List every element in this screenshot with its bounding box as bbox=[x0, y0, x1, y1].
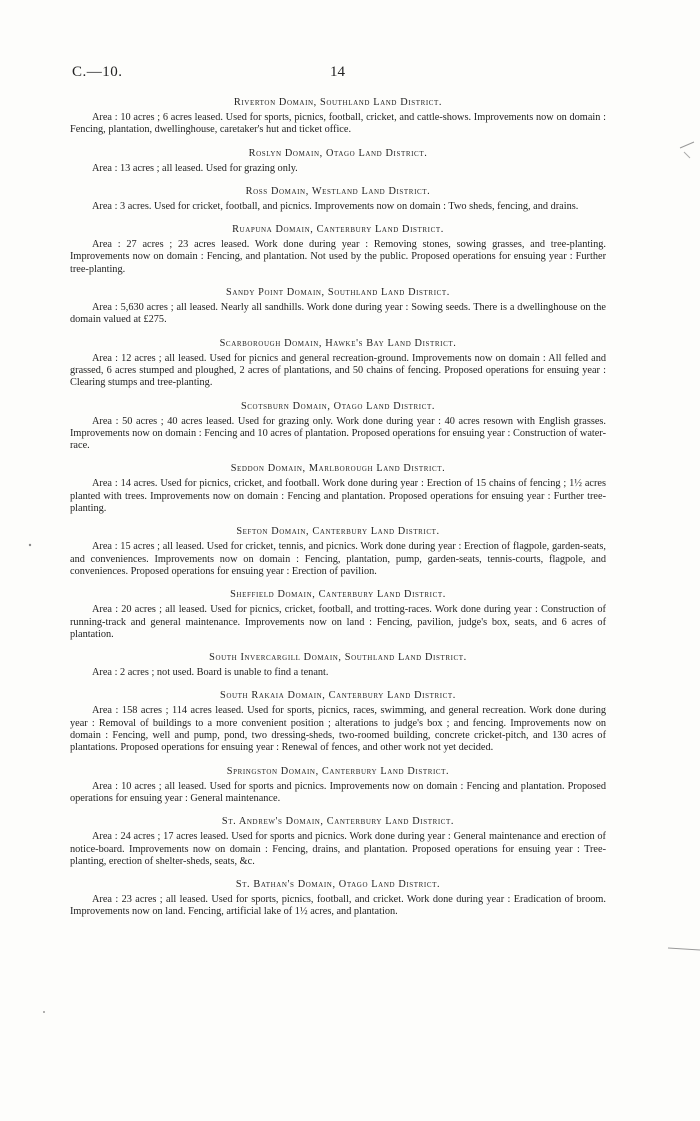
section-heading: Sandy Point Domain, Southland Land District. bbox=[226, 287, 450, 299]
section-heading: St. Bathan's Domain, Otago Land District. bbox=[235, 879, 441, 891]
section-text: Area : 14 acres. Used for picnics, cricket, and football. Work done during year : Erection of 15 chains of fencing ; 1½ acres planted with trees. Improvements now on domain : Fencing and plantation. Proposed operations for ensuing year : Further tree-planting. bbox=[70, 478, 606, 515]
section-text: Area : 13 acres ; all leased. Used for grazing only. bbox=[92, 162, 298, 174]
section-heading: Riverton Domain, Southland Land District. bbox=[233, 97, 443, 108]
domain-listing bbox=[70, 96, 606, 929]
domain-section bbox=[70, 223, 606, 276]
section-heading: Ruapuna Domain, Canterbury Land District. bbox=[232, 224, 444, 236]
section-text: Area : 10 acres ; 6 acres leased. Used for sports, picnics, football, cricket, and cattle-shows. Improvements now on domain : Fencing, plantation, dwellinghouse, caretaker's hut and ticket office. bbox=[70, 112, 606, 136]
domain-section bbox=[70, 878, 606, 919]
section-heading: South Rakaia Domain, Canterbury Land District. bbox=[220, 690, 456, 702]
domain-section bbox=[70, 462, 606, 515]
section-text: Area : 3 acres. Used for cricket, football, and picnics. Improvements now on domain : Two sheds, fencing, and drains. bbox=[92, 200, 579, 212]
section-heading: Scarborough Domain, Hawke's Bay Land District. bbox=[219, 337, 457, 349]
section-text: Area : 20 acres ; all leased. Used for picnics, cricket, football, and trotting-races. Work done during year : Construction of running-track and general maintenance. Improvements now on land : Fencing, pavilion, judge's box, seats, and 6 acres of plantation. bbox=[70, 604, 606, 640]
domain-section bbox=[70, 525, 606, 578]
domain-section bbox=[70, 400, 606, 453]
section-heading: Sheffield Domain, Canterbury Land District. bbox=[230, 589, 446, 601]
domain-section bbox=[70, 689, 606, 754]
domain-section bbox=[70, 588, 606, 641]
domain-section bbox=[70, 651, 606, 679]
section-heading: South Invercargill Domain, Southland Land District. bbox=[209, 652, 467, 664]
domain-section bbox=[70, 815, 606, 868]
section-text: Area : 10 acres ; all leased. Used for sports and picnics. Improvements now on domain : Fencing and plantation. Proposed operations for ensuing year : General maintenance. bbox=[70, 780, 606, 804]
section-text: Area : 15 acres ; all leased. Used for cricket, tennis, and picnics. Work done during year : Erection of flagpole, garden-seats, and conveniences. Improvements now on domain : Fencing, plantation, pump, garden-seats, tennis-courts, flagpole, and conveniences. Proposed operations for ensuing year : Erection of pavilion. bbox=[70, 541, 606, 577]
section-text: Area : 24 acres ; 17 acres leased. Used for sports and picnics. Work done during year : General maintenance and erection of notice-board. Improvements now on domain : Fencing, drains, and plantation. Proposed operations for ensuing year : Tree-planting, erection of shelter-sheds, seats, &c. bbox=[70, 831, 606, 867]
section-text: Area : 2 acres ; not used. Board is unable to find a tenant. bbox=[92, 667, 329, 679]
document-reference: C.—10. bbox=[72, 64, 123, 80]
domain-section bbox=[70, 337, 606, 390]
domain-section bbox=[70, 185, 606, 213]
section-heading: Roslyn Domain, Otago Land District. bbox=[248, 147, 428, 159]
section-heading: Ross Domain, Westland Land District. bbox=[245, 185, 431, 197]
domain-section bbox=[70, 96, 606, 137]
section-text: Area : 50 acres ; 40 acres leased. Used for grazing only. Work done during year : 40 acres resown with English grasses. Improvements now on domain : Fencing and 10 acres of plantation. Proposed operations for ensuing year : Construction of water-race. bbox=[70, 415, 606, 452]
section-text: Area : 12 acres ; all leased. Used for picnics and general recreation-ground. Improvements now on domain : All felled and grassed, 6 acres stumped and ploughed, 2 acres of plantations, and 50 chains of fencing. Proposed operations for ensuing year : Clearing stumps and tree-planting. bbox=[70, 352, 606, 389]
section-heading: St. Andrew's Domain, Canterbury Land District. bbox=[221, 816, 455, 828]
section-text: Area : 158 acres ; 114 acres leased. Used for sports, picnics, races, swimming, and general recreation. Work done during year : Removal of buildings to a more convenient position ; alterations to judge's box ; and fencing. Improvements now on domain : Fencing, well and pump, pond, two dressing-sheds, two-roomed building, concrete cricket-pitch, and 130 acres of plantations. Proposed operations for ensuing year : Renewal of fences, and other work not yet decided. bbox=[70, 705, 606, 754]
section-text: Area : 5,630 acres ; all leased. Nearly all sandhills. Work done during year : Sowing seeds. There is a dwellinghouse on the domain valued at £275. bbox=[70, 302, 606, 326]
domain-section bbox=[70, 286, 606, 327]
section-heading: Scotsburn Domain, Otago Land District. bbox=[240, 400, 436, 412]
domain-section bbox=[70, 147, 606, 175]
page-number: 14 bbox=[330, 64, 345, 80]
domain-section bbox=[70, 765, 606, 806]
section-heading: Seddon Domain, Marlborough Land District. bbox=[230, 463, 446, 475]
section-text: Area : 23 acres ; all leased. Used for sports, picnics, football, and cricket. Work done during year : Eradication of broom. Improvements now on land. Fencing, artificial lake of 1½ acres, and plantation. bbox=[70, 894, 606, 918]
section-text: Area : 27 acres ; 23 acres leased. Work done during year : Removing stones, sowing grasses, and tree-planting. Improvements now on domain : Fencing, and plantation. Not used by the public. Proposed operations for ensuing year : Further tree-planting. bbox=[70, 239, 606, 275]
section-heading: Springston Domain, Canterbury Land District. bbox=[226, 765, 450, 777]
section-heading: Sefton Domain, Canterbury Land District. bbox=[236, 526, 440, 538]
